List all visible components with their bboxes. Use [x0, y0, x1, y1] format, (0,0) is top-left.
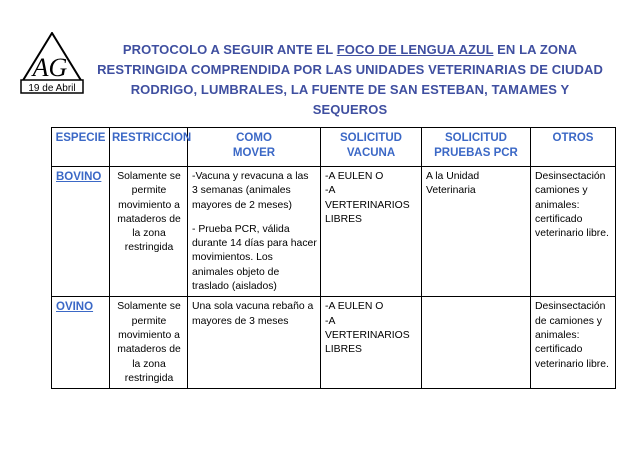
header-especie: ESPECIE — [52, 128, 110, 167]
how-to-move-cell — [188, 297, 321, 389]
protocol-table — [51, 127, 616, 389]
pcr-request-cell: A la Unidad Veterinaria — [422, 167, 531, 297]
table-header-row — [52, 128, 616, 167]
species-link-ovino[interactable]: OVINO — [52, 297, 110, 389]
table-row — [52, 167, 616, 297]
vaccine-request-text: -A VERTERINARIOS LIBRES — [325, 315, 410, 356]
vaccine-request-text: -A EULEN O — [325, 301, 384, 313]
header-solicitud-vacuna: SOLICITUD VACUNA — [321, 128, 422, 167]
header-restriccion: RESTRICCION — [110, 128, 188, 167]
others-cell: Desinsectación camiones y animales: certificado veterinario libre. — [531, 167, 616, 297]
header-otros: OTROS — [531, 128, 616, 167]
page-title — [94, 40, 606, 120]
title-underlined: FOCO DE LENGUA AZUL — [336, 42, 494, 57]
header-solicitud-pcr: SOLICITUD PRUEBAS PCR — [422, 128, 531, 167]
logo-letters: AG — [32, 53, 68, 82]
vaccine-request-text: -A EULEN O — [325, 171, 384, 182]
vaccine-request-text: -A VERTERINARIOS LIBRES — [325, 185, 410, 225]
others-cell: Desinsectación de camiones y animales: certificado veterinario libre. — [531, 297, 616, 389]
title-part-1: PROTOCOLO A SEGUIR ANTE EL — [122, 42, 337, 57]
vaccine-request-cell — [321, 297, 422, 389]
how-to-move-cell — [188, 167, 321, 297]
pcr-request-cell — [422, 297, 531, 389]
restriction-cell: Solamente se permite movimiento a mataderos de la zona restringida — [110, 297, 188, 389]
vaccine-request-cell — [321, 167, 422, 297]
logo — [20, 32, 84, 94]
how-to-move-text: -Vacuna y revacuna a las 3 semanas (animales mayores de 2 meses) — [192, 171, 309, 211]
restriction-cell: Solamente se permite movimiento a mataderos de la zona restringida — [110, 167, 188, 297]
how-to-move-text: - Prueba PCR, válida durante 14 días para hacer movimientos. Los animales objeto de traslado (aislados) — [192, 223, 317, 293]
species-link-bovino[interactable]: BOVINO — [52, 167, 110, 297]
logo-subtitle: 19 de Abril — [28, 83, 76, 94]
logo-triangle-icon — [20, 32, 84, 94]
header-como-mover: COMO MOVER — [188, 128, 321, 167]
table-row — [52, 297, 616, 389]
title-part-2: EN LA ZONA RESTRINGIDA COMPRENDIDA POR LAS UNIDADES VETERINARIAS DE CIUDAD RODRIGO, LUMBRALES, LA FUENTE DE SAN ESTEBAN, TAMAMES Y SEQUEROS — [97, 42, 603, 117]
how-to-move-text: Una sola vacuna rebaño a mayores de 3 meses — [192, 301, 314, 327]
